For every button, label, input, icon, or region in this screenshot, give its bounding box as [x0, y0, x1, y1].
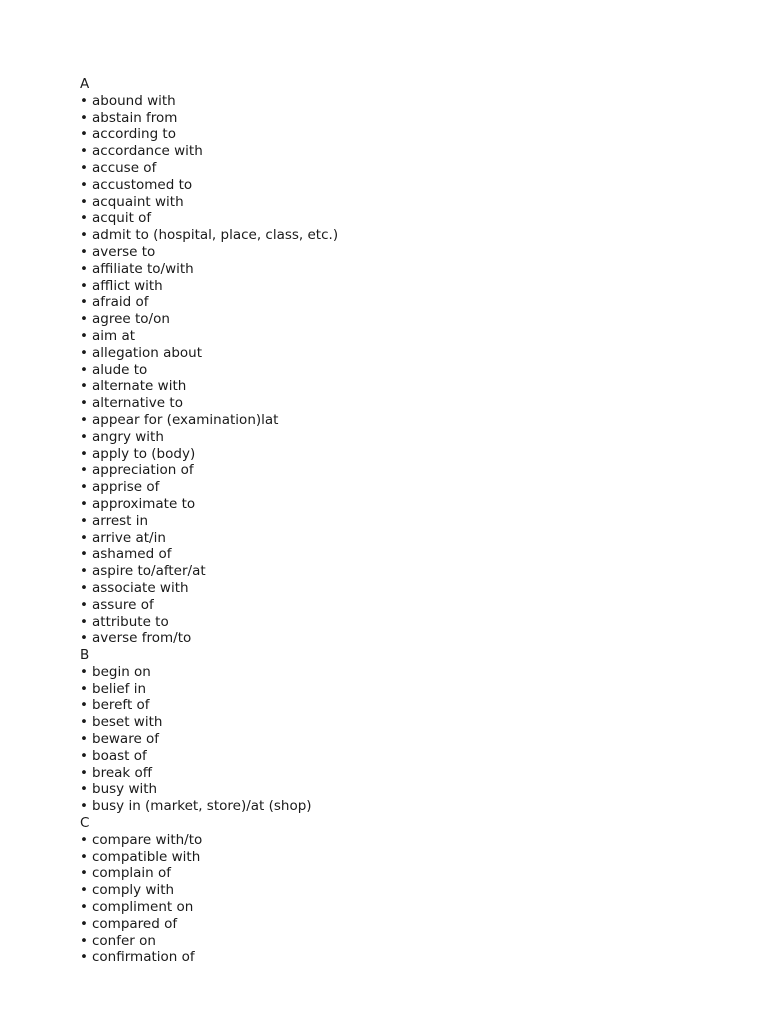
list-item-text: agree to/on [92, 311, 170, 328]
document-page [80, 76, 740, 966]
bullet-icon: • [80, 462, 88, 479]
list-item-text: complain of [92, 865, 172, 882]
bullet-icon: • [80, 311, 88, 328]
list-item-text: confirmation of [92, 949, 195, 966]
bullet-icon: • [80, 714, 88, 731]
list-item [80, 765, 740, 782]
list-item-text: acquit of [92, 210, 152, 227]
bullet-icon: • [80, 277, 88, 294]
section-heading: C [80, 815, 90, 832]
list-item-text: approximate to [92, 495, 196, 512]
bullet-icon: • [80, 563, 88, 580]
list-item [80, 294, 740, 311]
list-item [80, 714, 740, 731]
list-item [80, 832, 740, 849]
list-item-text: belief in [92, 680, 147, 697]
list-item [80, 597, 740, 614]
bullet-icon: • [80, 512, 88, 529]
list-item-text: alternative to [92, 395, 183, 412]
list-item-text: assure of [92, 596, 154, 613]
list-item [80, 748, 740, 765]
list-item-text: break off [92, 764, 153, 781]
list-item [80, 345, 740, 362]
bullet-icon: • [80, 882, 88, 899]
bullet-icon: • [80, 395, 88, 412]
list-item-text: abstain from [92, 109, 178, 126]
bullet-icon: • [80, 479, 88, 496]
list-item-text: apply to (body) [92, 445, 196, 462]
list-item [80, 110, 740, 127]
bullet-icon: • [80, 899, 88, 916]
list-item-text: according to [92, 126, 176, 143]
list-item-text: afflict with [92, 277, 163, 294]
bullet-icon: • [80, 294, 88, 311]
list-item [80, 227, 740, 244]
list-item [80, 781, 740, 798]
bullet-icon: • [80, 680, 88, 697]
list-item-text: boast of [92, 747, 147, 764]
list-item [80, 160, 740, 177]
list-item [80, 899, 740, 916]
bullet-icon: • [80, 227, 88, 244]
list-item [80, 143, 740, 160]
bullet-icon: • [80, 579, 88, 596]
list-item [80, 563, 740, 580]
bullet-icon: • [80, 428, 88, 445]
list-item-text: apprise of [92, 479, 160, 496]
list-item [80, 697, 740, 714]
list-item-text: compare with/to [92, 831, 203, 848]
bullet-icon: • [80, 193, 88, 210]
list-item [80, 630, 740, 647]
bullet-icon: • [80, 848, 88, 865]
list-item [80, 395, 740, 412]
bullet-icon: • [80, 243, 88, 260]
list-item [80, 462, 740, 479]
list-item-text: confer on [92, 932, 156, 949]
bullet-icon: • [80, 747, 88, 764]
bullet-icon: • [80, 831, 88, 848]
list-item [80, 798, 740, 815]
list-item-text: beset with [92, 714, 163, 731]
list-item [80, 664, 740, 681]
bullet-icon: • [80, 663, 88, 680]
list-item [80, 244, 740, 261]
bullet-icon: • [80, 210, 88, 227]
bullet-icon: • [80, 378, 88, 395]
list-item [80, 614, 740, 631]
bullet-icon: • [80, 596, 88, 613]
bullet-icon: • [80, 932, 88, 949]
list-item [80, 378, 740, 395]
section-heading: A [80, 76, 90, 92]
list-item [80, 882, 740, 899]
list-item-text: begin on [92, 663, 151, 680]
bullet-icon: • [80, 176, 88, 193]
list-item-text: afraid of [92, 294, 149, 311]
list-item-text: averse to [92, 243, 156, 260]
list-item [80, 865, 740, 882]
list-item-text: accordance with [92, 143, 203, 160]
bullet-icon: • [80, 361, 88, 378]
list-item [80, 362, 740, 379]
bullet-icon: • [80, 495, 88, 512]
list-item-text: averse from/to [92, 630, 192, 647]
list-item [80, 194, 740, 211]
list-item [80, 429, 740, 446]
bullet-icon: • [80, 731, 88, 748]
list-item-text: associate with [92, 579, 189, 596]
list-item-text: aim at [92, 327, 136, 344]
list-item [80, 916, 740, 933]
list-item [80, 580, 740, 597]
list-item-text: arrive at/in [92, 529, 166, 546]
list-item [80, 681, 740, 698]
bullet-icon: • [80, 915, 88, 932]
bullet-icon: • [80, 949, 88, 966]
list-item-text: arrest in [92, 512, 149, 529]
bullet-icon: • [80, 411, 88, 428]
bullet-icon: • [80, 260, 88, 277]
list-item-text: acquaint with [92, 193, 184, 210]
bullet-icon: • [80, 546, 88, 563]
list-item-text: accuse of [92, 159, 157, 176]
list-item-text: compliment on [92, 899, 194, 916]
list-item-text: busy with [92, 781, 158, 798]
list-item-text: allegation about [92, 344, 203, 361]
list-item [80, 328, 740, 345]
bullet-icon: • [80, 109, 88, 126]
list-item [80, 311, 740, 328]
list-item-text: bereft of [92, 697, 150, 714]
bullet-icon: • [80, 697, 88, 714]
list-item-text: ashamed of [92, 546, 172, 563]
bullet-icon: • [80, 126, 88, 143]
list-item [80, 93, 740, 110]
list-item-text: beware of [92, 731, 160, 748]
bullet-icon: • [80, 529, 88, 546]
bullet-icon: • [80, 445, 88, 462]
bullet-icon: • [80, 613, 88, 630]
bullet-icon: • [80, 92, 88, 109]
list-item-text: compared of [92, 915, 178, 932]
bullet-icon: • [80, 327, 88, 344]
bullet-icon: • [80, 344, 88, 361]
list-item-text: alternate with [92, 378, 187, 395]
list-item-text: accustomed to [92, 176, 193, 193]
bullet-icon: • [80, 865, 88, 882]
list-item [80, 546, 740, 563]
list-item-text: attribute to [92, 613, 169, 630]
list-item [80, 513, 740, 530]
list-item-text: alude to [92, 361, 148, 378]
list-item-text: appreciation of [92, 462, 194, 479]
list-item [80, 261, 740, 278]
list-item [80, 731, 740, 748]
list-item [80, 530, 740, 547]
list-item [80, 949, 740, 966]
list-item [80, 177, 740, 194]
bullet-icon: • [80, 798, 88, 815]
list-item [80, 933, 740, 950]
list-item-text: aspire to/after/at [92, 563, 206, 580]
list-item-text: appear for (examination)lat [92, 411, 279, 428]
list-item-text: abound with [92, 92, 176, 109]
bullet-icon: • [80, 764, 88, 781]
list-item-text: busy in (market, store)/at (shop) [92, 798, 312, 815]
list-item-text: affiliate to/with [92, 260, 194, 277]
bullet-icon: • [80, 630, 88, 647]
list-item [80, 446, 740, 463]
list-item [80, 412, 740, 429]
list-item-text: compatible with [92, 848, 201, 865]
list-item [80, 479, 740, 496]
list-item [80, 496, 740, 513]
section-heading: B [80, 647, 90, 664]
bullet-icon: • [80, 143, 88, 160]
list-item-text: angry with [92, 428, 164, 445]
list-item [80, 849, 740, 866]
list-item-text: comply with [92, 882, 175, 899]
bullet-icon: • [80, 781, 88, 798]
list-item [80, 210, 740, 227]
list-item [80, 278, 740, 295]
bullet-icon: • [80, 159, 88, 176]
list-item-text: admit to (hospital, place, class, etc.) [92, 227, 339, 244]
list-item [80, 126, 740, 143]
